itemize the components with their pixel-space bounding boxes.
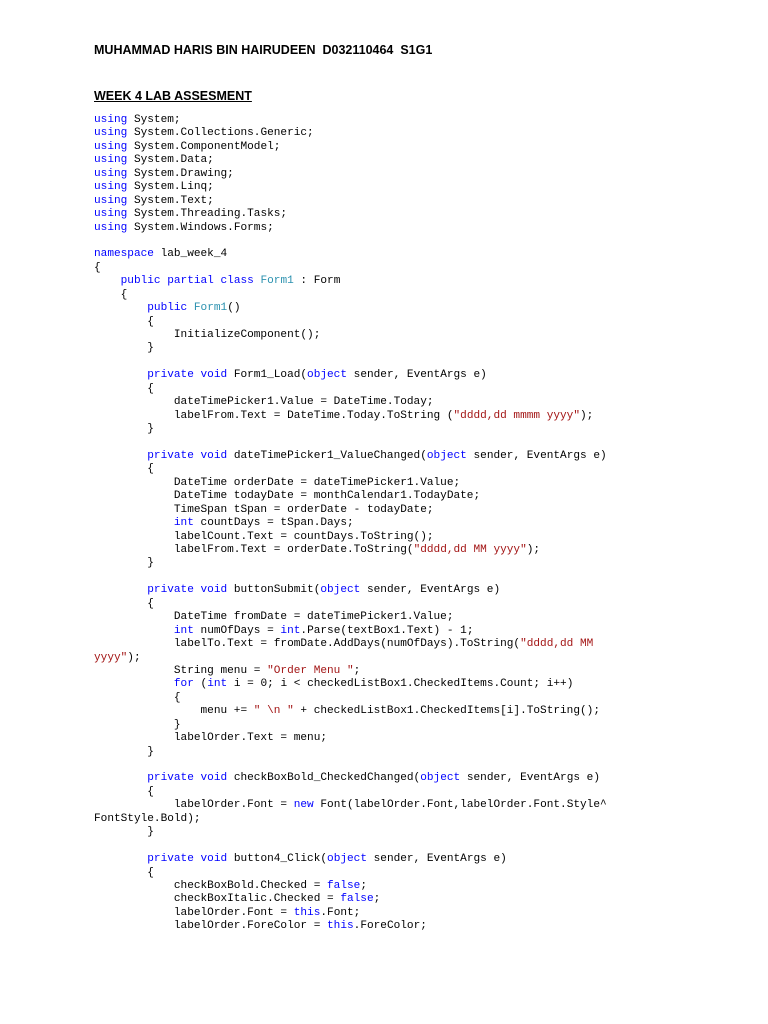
- code-line: [94, 571, 754, 584]
- code-type-name: Form1: [193, 302, 228, 315]
- code-text: [94, 275, 121, 287]
- code-text: labelTo.Text = fromDate.AddDays(numOfDays).ToString(: [94, 638, 521, 651]
- code-text: .Parse(textBox1.Text) - 1;: [300, 624, 474, 637]
- code-text: dateTimePicker1.Value = DateTime.Today;: [94, 396, 434, 409]
- code-line: [94, 638, 754, 651]
- code-text: {: [94, 597, 154, 610]
- code-keyword: using: [94, 181, 128, 194]
- code-line: [94, 141, 754, 154]
- code-line: [94, 114, 754, 127]
- code-line: [94, 531, 754, 544]
- code-line: [94, 893, 754, 906]
- code-keyword: false: [340, 893, 374, 906]
- code-text: {: [94, 261, 101, 274]
- code-text: [94, 678, 174, 690]
- code-line: [94, 477, 754, 490]
- code-text: System.Data;: [127, 154, 214, 167]
- code-line: [94, 127, 754, 140]
- code-string-literal: yyyy": [94, 651, 128, 664]
- code-keyword: using: [94, 221, 128, 234]
- code-text: sender, EventArgs e): [347, 369, 487, 382]
- code-line: [94, 719, 754, 732]
- code-line: [94, 356, 754, 369]
- code-keyword: public partial class: [120, 275, 254, 288]
- code-string-literal: "dddd,dd MM yyyy": [413, 544, 527, 556]
- code-keyword: object: [320, 584, 361, 597]
- code-text: .ForeColor;: [353, 920, 427, 933]
- code-text: labelOrder.ForeColor =: [94, 920, 328, 933]
- code-text: );: [580, 409, 594, 422]
- code-text: checkBoxBold_CheckedChanged(: [227, 772, 421, 785]
- code-line: [94, 396, 754, 409]
- code-text: labelFrom.Text = orderDate.ToString(: [94, 544, 414, 556]
- code-line: [94, 369, 754, 382]
- code-line: [94, 786, 754, 799]
- code-keyword: using: [94, 194, 128, 207]
- code-line: [94, 799, 754, 812]
- code-text: (): [227, 302, 241, 315]
- code-line: [94, 168, 754, 181]
- code-line: [94, 450, 754, 463]
- code-line: [94, 652, 754, 665]
- code-text: String menu =: [94, 664, 268, 677]
- code-line: [94, 678, 754, 691]
- code-text: Form1_Load(: [227, 369, 308, 382]
- code-line: [94, 598, 754, 611]
- code-line: [94, 262, 754, 275]
- code-text: }: [94, 718, 181, 731]
- code-keyword: new: [293, 799, 314, 812]
- code-text: }: [94, 342, 154, 355]
- code-line: [94, 611, 754, 624]
- code-text: System;: [127, 114, 181, 126]
- code-line: [94, 692, 754, 705]
- code-text: sender, EventArgs e): [360, 584, 501, 597]
- code-keyword: for: [173, 678, 194, 691]
- code-text: countDays = tSpan.Days;: [193, 517, 354, 530]
- code-line: [94, 880, 754, 893]
- code-text: (: [193, 678, 208, 691]
- code-text: .Font;: [320, 906, 361, 919]
- code-text: ;: [353, 664, 361, 677]
- code-text: System.Drawing;: [127, 167, 234, 180]
- code-text: {: [94, 463, 154, 476]
- code-text: checkBoxBold.Checked =: [94, 879, 328, 892]
- code-line: [94, 813, 754, 826]
- code-text: button4_Click(: [227, 853, 328, 866]
- code-line: [94, 504, 754, 517]
- code-text: {: [94, 866, 154, 879]
- code-line: [94, 772, 754, 785]
- code-text: [94, 772, 147, 784]
- code-keyword: using: [94, 208, 128, 221]
- code-text: System.Collections.Generic;: [127, 127, 314, 140]
- code-text: : Form: [293, 275, 341, 288]
- code-type-name: Form1: [260, 275, 294, 288]
- code-text: TimeSpan tSpan = orderDate - todayDate;: [94, 503, 434, 516]
- code-line: [94, 732, 754, 745]
- code-text: );: [127, 651, 141, 664]
- code-text: labelOrder.Text = menu;: [94, 732, 328, 745]
- code-keyword: private void: [147, 369, 228, 382]
- code-text: [187, 302, 194, 314]
- code-line: [94, 195, 754, 208]
- code-string-literal: "dddd,dd MM: [520, 638, 594, 651]
- code-keyword: this: [327, 920, 354, 933]
- code-line: [94, 463, 754, 476]
- code-text: {: [94, 315, 154, 328]
- code-line: [94, 584, 754, 597]
- code-text: sender, EventArgs e): [460, 772, 600, 785]
- code-text: System.Threading.Tasks;: [127, 208, 288, 221]
- code-line: [94, 490, 754, 503]
- code-line: [94, 222, 754, 235]
- code-keyword: int: [207, 678, 228, 691]
- code-text: {: [94, 691, 181, 704]
- code-text: labelOrder.Font =: [94, 906, 294, 919]
- code-line: [94, 544, 754, 557]
- code-line: [94, 275, 754, 288]
- code-text: {: [94, 288, 128, 301]
- code-keyword: using: [94, 114, 128, 126]
- code-text: [94, 853, 147, 865]
- code-text: [94, 450, 147, 462]
- code-listing: [94, 114, 754, 934]
- code-text: System.Linq;: [127, 181, 214, 194]
- code-keyword: namespace: [94, 248, 154, 261]
- code-line: [94, 665, 754, 678]
- code-string-literal: "dddd,dd mmmm yyyy": [453, 409, 580, 422]
- code-keyword: using: [94, 140, 128, 153]
- code-text: labelCount.Text = countDays.ToString();: [94, 530, 434, 543]
- code-text: }: [94, 745, 154, 758]
- code-text: [94, 302, 147, 314]
- code-text: lab_week_4: [153, 248, 228, 261]
- code-text: sender, EventArgs e): [466, 449, 607, 462]
- code-text: {: [94, 382, 154, 395]
- code-line: [94, 625, 754, 638]
- code-text: numOfDays =: [193, 624, 281, 637]
- code-text: }: [94, 557, 154, 570]
- author-header: MUHAMMAD HARIS BIN HAIRUDEEN D032110464 S1G1: [94, 43, 433, 57]
- code-text: );: [526, 544, 541, 556]
- code-keyword: int: [280, 624, 301, 637]
- code-text: [94, 625, 174, 637]
- code-text: sender, EventArgs e): [366, 853, 507, 866]
- code-text: menu +=: [94, 705, 254, 718]
- document-title: WEEK 4 LAB ASSESMENT: [94, 89, 252, 103]
- code-text: FontStyle.Bold);: [94, 812, 201, 825]
- code-string-literal: "Order Menu ": [267, 664, 354, 677]
- code-line: [94, 867, 754, 880]
- code-keyword: private void: [147, 853, 228, 866]
- code-text: System.Windows.Forms;: [127, 221, 274, 234]
- code-line: [94, 746, 754, 759]
- code-line: [94, 423, 754, 436]
- code-keyword: this: [293, 906, 321, 919]
- code-line: [94, 181, 754, 194]
- code-keyword: object: [327, 853, 367, 866]
- code-text: [94, 584, 147, 596]
- code-text: [94, 517, 174, 529]
- code-text: {: [94, 785, 154, 798]
- code-text: dateTimePicker1_ValueChanged(: [227, 449, 427, 462]
- code-line: [94, 517, 754, 530]
- code-line: [94, 907, 754, 920]
- code-text: Font(labelOrder.Font,labelOrder.Font.Style^: [313, 799, 607, 812]
- code-keyword: false: [327, 879, 361, 892]
- code-line: [94, 248, 754, 261]
- code-line: [94, 437, 754, 450]
- code-line: [94, 557, 754, 570]
- code-text: buttonSubmit(: [227, 584, 321, 597]
- code-keyword: object: [420, 772, 461, 785]
- code-keyword: using: [94, 154, 128, 167]
- code-keyword: using: [94, 167, 128, 180]
- code-text: [94, 369, 147, 381]
- code-text: InitializeComponent();: [94, 329, 321, 341]
- code-text: checkBoxItalic.Checked =: [94, 893, 341, 906]
- code-keyword: private void: [147, 584, 228, 597]
- code-keyword: private void: [147, 449, 228, 462]
- code-text: + checkedListBox1.CheckedItems[i].ToString();: [293, 705, 600, 718]
- code-text: System.ComponentModel;: [127, 140, 281, 153]
- code-line: [94, 759, 754, 772]
- code-keyword: int: [173, 624, 194, 637]
- code-line: [94, 302, 754, 315]
- code-line: [94, 289, 754, 302]
- code-line: [94, 705, 754, 718]
- code-line: [94, 154, 754, 167]
- code-string-literal: " \n ": [253, 705, 294, 718]
- code-keyword: object: [426, 449, 467, 462]
- code-keyword: using: [94, 127, 128, 140]
- code-keyword: public: [147, 302, 188, 315]
- code-text: }: [94, 826, 154, 839]
- code-keyword: private void: [147, 772, 228, 785]
- code-text: System.Text;: [127, 194, 214, 207]
- code-text: DateTime orderDate = dateTimePicker1.Value;: [94, 476, 461, 489]
- code-line: [94, 316, 754, 329]
- code-text: labelFrom.Text = DateTime.Today.ToString (: [94, 409, 454, 422]
- code-line: [94, 840, 754, 853]
- code-text: ;: [373, 893, 381, 906]
- code-line: [94, 410, 754, 423]
- code-line: [94, 383, 754, 396]
- code-line: [94, 208, 754, 221]
- code-line: [94, 342, 754, 355]
- code-line: [94, 329, 754, 342]
- code-line: [94, 235, 754, 248]
- code-keyword: int: [173, 517, 194, 530]
- code-line: [94, 920, 754, 933]
- code-text: ;: [360, 879, 367, 892]
- code-text: }: [94, 423, 154, 436]
- code-text: DateTime fromDate = dateTimePicker1.Value;: [94, 611, 454, 624]
- code-text: i = 0; i < checkedListBox1.CheckedItems.Count; i++): [227, 678, 574, 691]
- code-keyword: object: [307, 369, 347, 382]
- code-text: labelOrder.Font =: [94, 799, 294, 812]
- code-line: [94, 853, 754, 866]
- code-text: DateTime todayDate = monthCalendar1.TodayDate;: [94, 490, 481, 503]
- code-line: [94, 826, 754, 839]
